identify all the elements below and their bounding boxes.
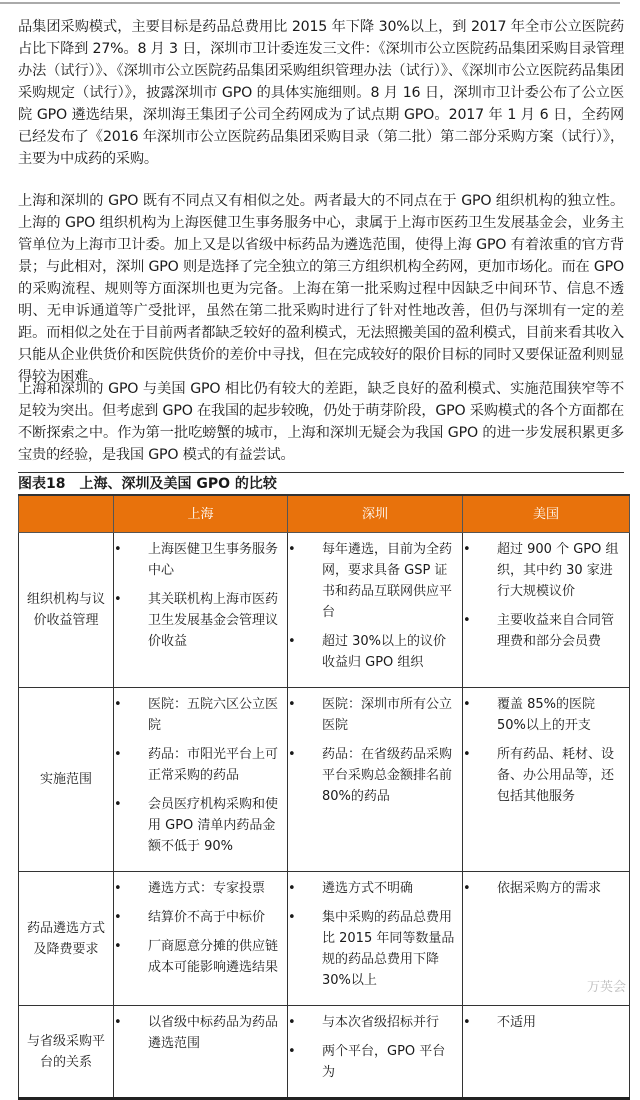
bullet-list: [288, 878, 458, 991]
bullet-item: • 遴选方式不明确: [288, 878, 458, 899]
bullet-item: • 以省级中标药品为药品遴选范围: [114, 1012, 283, 1054]
row-label: 实施范围: [19, 688, 114, 872]
bullet-item: • 厂商愿意分摊的供应链成本可能影响遴选结果: [114, 936, 283, 978]
header-cell: 美国: [463, 495, 630, 533]
table-cell: [463, 533, 630, 688]
bullet-item: • 遴选方式：专家投票: [114, 878, 283, 899]
bullet-list: [463, 694, 625, 807]
bullet-list: [288, 539, 458, 673]
row-label: 药品遴选方式及降费要求: [19, 872, 114, 1006]
table-cell: [114, 688, 288, 872]
bullet-item: • 集中采购的药品总费用比 2015 年同等数量品规的药品总费用下降 30%以上: [288, 907, 458, 991]
table-cell: [288, 872, 463, 1006]
paragraph-2: 上海和深圳的 GPO 既有不同点又有相似之处。两者最大的不同点在于 GPO 组织机构的独立性。上海的 GPO 组织机构为上海医健卫生事务服务中心，隶属于上海市医药卫生发展基金会，业务主管单位为上海市卫计委。加上又是以省级中标药品为遴选范围，使得上海 GPO 有着浓重的官方背景；与此相对，深圳 GPO 则是选择了完全独立的第三方组织机构全药网，更加市场化。而在 GPO 的采购流程、规则等方面深圳也更为完备。上海在第一批采购过程中因缺乏中间环节、信息不透明、无申诉通道等广受批评，虽然在第二批采购时进行了针对性地改善，但仍与深圳有一定的差距。而相似之处在于目前两者都缺乏较好的盈利模式，无法照搬美国的盈利模式，目前来看其收入只能从企业供货价和医院供货价的差价中寻找，但在完成较好的限价目标的同时又要保证盈利则显得较为困难。: [18, 193, 624, 385]
bullet-item: • 医院：五院六区公立医院: [114, 694, 283, 736]
table-cell: [288, 688, 463, 872]
paragraph-1: 品集团采购模式，主要目标是药品总费用比 2015 年下降 30%以上，到 2017 年全市公立医院药占比下降到 27%。8 月 3 日，深圳市卫计委连发三文件：《深圳市公立医院药品集团采购目录管理办法（试行）》、《深圳市公立医院药品集团采购组织管理办法（试行）》、《深圳市公立医院药品集团采购规定（试行）》，披露深圳市 GPO 的具体实施细则。8 月 16 日，深圳市卫计委公布了公立医院 GPO 遴选结果，深圳海王集团子公司全药网成为了试点期 GPO。2017 年 1 月 6 日，全药网已经发布了《2016 年深圳市公立医院药品集团采购目录（第二批）第二部分采购方案（试行）》，主要为中成药的采购。: [18, 19, 624, 167]
header-cell: [19, 495, 114, 533]
bullet-item: • 覆盖 85%的医院 50%以上的开支: [463, 694, 625, 736]
bullet-list: [288, 694, 458, 807]
comparison-table: [18, 494, 630, 1100]
figure-caption: [18, 474, 277, 494]
bullet-item: • 会员医疗机构采购和使用 GPO 清单内药品金额不低于 90%: [114, 794, 283, 857]
bullet-item: • 上海医健卫生事务服务中心: [114, 539, 283, 581]
table-cell: [114, 1006, 288, 1099]
watermark: 万英会: [586, 980, 626, 995]
row-label: 组织机构与议价收益管理: [19, 533, 114, 688]
table-cell: [463, 1006, 630, 1099]
bullet-item: • 不适用: [463, 1012, 625, 1033]
bullet-item: • 其关联机构上海市医药卫生发展基金会管理议价收益: [114, 589, 283, 652]
bullet-item: • 与本次省级招标并行: [288, 1012, 458, 1033]
table-header-row: [19, 495, 630, 533]
bullet-item: • 每年遴选，目前为全药网，要求具备 GSP 证书和药品互联网供应平台: [288, 539, 458, 623]
table-row: [19, 1006, 630, 1099]
table-row: [19, 872, 630, 1006]
bullet-list: [114, 878, 283, 978]
bullet-list: [114, 1012, 283, 1054]
bullet-list: [463, 1012, 625, 1033]
bullet-list: [288, 1012, 458, 1083]
caption-rule: [18, 472, 624, 473]
caption-number: 图表18: [18, 476, 66, 492]
bullet-item: • 药品：市阳光平台上可正常采购的药品: [114, 744, 283, 786]
top-rule: [0, 2, 620, 4]
table-row: [19, 533, 630, 688]
bullet-item: • 医院：深圳市所有公立医院: [288, 694, 458, 736]
bullet-list: [463, 878, 625, 899]
bullet-item: • 结算价不高于中标价: [114, 907, 283, 928]
bullet-item: • 两个平台，GPO 平台为: [288, 1041, 458, 1083]
table-row: [19, 688, 630, 872]
table-cell: [288, 1006, 463, 1099]
bullet-item: • 超过 30%以上的议价收益归 GPO 组织: [288, 631, 458, 673]
caption-title: 上海、深圳及美国 GPO 的比较: [79, 476, 277, 492]
table-cell: [114, 872, 288, 1006]
bullet-item: • 药品：在省级药品采购平台采购总金额排名前 80%的药品: [288, 744, 458, 807]
bullet-list: [463, 539, 625, 652]
header-cell: 深圳: [288, 495, 463, 533]
bullet-item: • 所有药品、耗材、设备、办公用品等，还包括其他服务: [463, 744, 625, 807]
bullet-list: [114, 694, 283, 857]
table-cell: [288, 533, 463, 688]
row-label: 与省级采购平台的关系: [19, 1006, 114, 1099]
header-cell: 上海: [114, 495, 288, 533]
table-cell: [463, 688, 630, 872]
paragraph-3: 上海和深圳的 GPO 与美国 GPO 相比仍有较大的差距，缺乏良好的盈利模式、实施范围狭窄等不足较为突出。但考虑到 GPO 在我国的起步较晚，仍处于萌芽阶段，GPO 采购模式的各个方面都在不断探索之中。作为第一批吃螃蟹的城市，上海和深圳无疑会为我国 GPO 的进一步发展积累更多宝贵的经验，是我国 GPO 模式的有益尝试。: [18, 381, 624, 463]
bullet-list: [114, 539, 283, 652]
bullet-item: • 依据采购方的需求: [463, 878, 625, 899]
bullet-item: • 主要收益来自合同管理费和部分会员费: [463, 610, 625, 652]
bullet-item: • 超过 900 个 GPO 组织，其中约 30 家进行大规模议价: [463, 539, 625, 602]
table-cell: [114, 533, 288, 688]
